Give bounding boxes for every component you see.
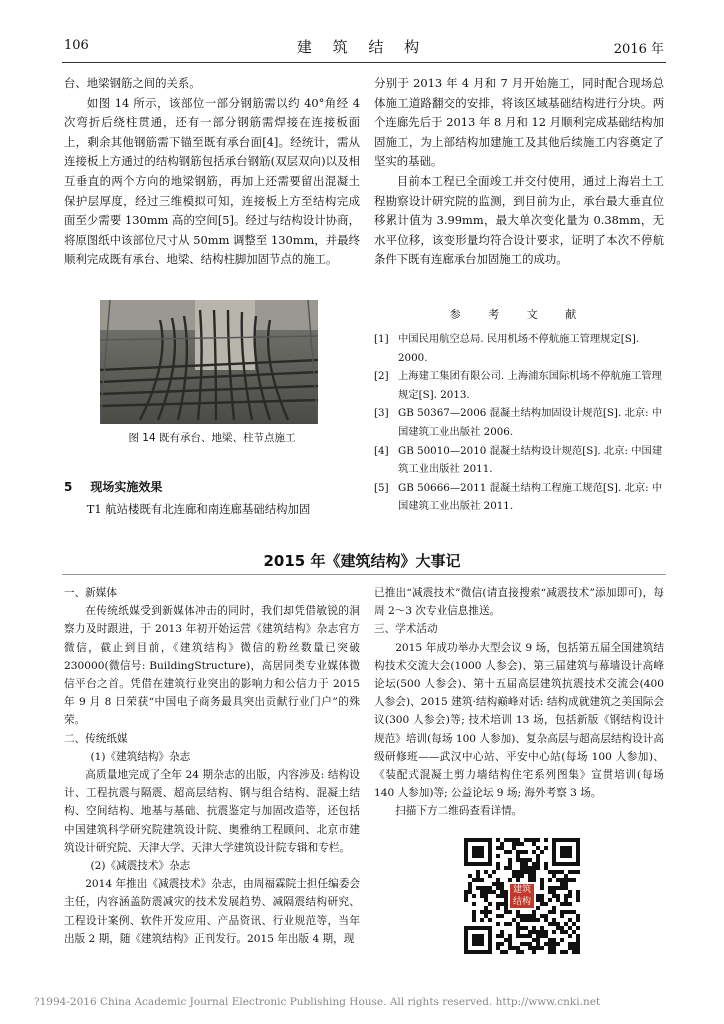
events-title: 2015 年《建筑结构》大事记 [263, 552, 461, 570]
references-title: 参 考 文 献 [449, 308, 589, 321]
left-column-bottom [64, 500, 360, 520]
paragraph: 台、地梁钢筋之间的关系。 [64, 76, 201, 90]
reference-item [374, 330, 664, 367]
paragraph: 如图 14 所示，该部位一部分钢筋需以约 40°角经 4 次弯折后绕柱贯通，还有一部分钢筋需焊接在连接板面上，剩余其他钢筋需下锚至既有承台面[4]。经统计，需从连接板上方通过的结构钢筋包括承台钢筋(双层双向)以及相互垂直的两个方向的地梁钢筋，再加上还需要留出混凝土保护层厚度，经过三维模拟可知，连接板上方至结构完成面至少需要 130mm 高的空间[5]。经过与结构设计协商，将原图纸中该部位尺寸从 50mm 调整至 130mm，并最终顺利完成既有承台、地梁、结构柱脚加固节点的施工。 [64, 95, 360, 267]
paragraph: 二、传统纸媒 [64, 732, 128, 745]
reference-item [374, 479, 664, 516]
events-rule [62, 574, 666, 575]
issue-year: 2016 年 [613, 42, 664, 57]
paragraph: 2015 年成功举办大型会议 9 场，包括第五届全国建筑结构技术交流大会(1000 人参会)、第三届建筑与幕墙设计高峰论坛(500 人参会)、第十五届高层建筑抗震技术交流会(400 人参会)、2015 建筑·结构巅峰对话: 结构成就建筑之美国际会议(300 人参会)等; 技术培训 13 场，包括新版《钢结构设计规范》培训(每场 100 人参加)、复杂高层与超高层结构设计高级研修班——武汉中心站、平安中心站(每场 100 人参加)、《装配式混凝土剪力墙结构住宅系列图集》宣贯培训(每场 140 人参加)等; 公益论坛 9 场; 海外考察 3 场。 [374, 641, 664, 800]
paragraph: 三、学术活动 [374, 623, 438, 636]
left-column-top [64, 74, 360, 270]
page-number: 106 [64, 38, 89, 53]
copyright-footer: ?1994-2016 China Academic Journal Electronic Publishing House. All rights reserved. http://www.cnki.net [34, 996, 601, 1008]
right-column-top [374, 74, 664, 270]
reference-text: 中国民用航空总局. 民用机场不停航施工管理规定[S]. 2000. [398, 333, 640, 364]
reference-text: GB 50010—2010 混凝土结构设计规范[S]. 北京: 中国建筑工业出版社 2011. [398, 444, 663, 476]
qr-code[interactable] [464, 838, 580, 954]
paragraph: 2014 年推出《减震技术》杂志，由周福霖院士担任编委会主任，内容涵盖防震减灾的技术发展趋势、减隔震结构研究、工程设计案例、软件开发应用、产品资讯、行业规范等，当年出版 2 期，随《建筑结构》正刊发行。2015 年出版 4 期，现 [64, 878, 360, 945]
figure-caption: 图 14 既有承台、地梁、柱节点施工 [128, 432, 296, 444]
references-list [374, 330, 664, 516]
events-left-column [64, 584, 360, 948]
paragraph: 已推出“减震技术”微信(请直接搜索“减震技术”添加即可)，每周 2～3 次专业信息推送。 [374, 587, 664, 618]
reference-item [374, 367, 664, 404]
section-title: 现场实施效果 [90, 480, 163, 494]
reference-number: [5] [374, 481, 389, 494]
events-right-column [374, 584, 664, 821]
reference-number: [1] [374, 333, 389, 345]
paragraph: 在传统纸媒受到新媒体冲击的同时，我们却凭借敏锐的洞察力及时跟进，于 2013 年初开始运营《建筑结构》杂志官方微信，截止到目前，《建筑结构》微信的粉丝数量已突破 230000(微信号: BuildingStructure)，高居同类专业媒体微信平台之首。凭借在建筑行业突出的影响力和公信力于 2015 年 9 月 8 日荣获“中国电子商务最具突出贡献行业门户”的殊荣。 [64, 605, 360, 727]
reference-item [374, 442, 664, 479]
construction-photo [100, 300, 318, 424]
reference-text: GB 50666—2011 混凝土结构工程施工规范[S]. 北京: 中国建筑工业出版社 2011. [398, 481, 663, 513]
paragraph: 分别于 2013 年 4 月和 7 月开始施工，同时配合现场总体施工道路翻交的安排，将该区域基础结构进行分块。两个连廊先后于 2013 年 8 月和 12 月顺利完成基础结构加固施工，为上部结构加建施工及其他后续施工内容奠定了坚实的基础。 [374, 76, 664, 169]
reference-text: GB 50367—2006 混凝土结构加固设计规范[S]. 北京: 中国建筑工业出版社 2006. [398, 407, 663, 438]
qr-center-label: 建筑结构 [512, 885, 531, 907]
reference-number: [3] [374, 407, 389, 420]
paragraph: 一、新媒体 [64, 587, 117, 599]
reference-number: [4] [374, 444, 389, 457]
paragraph: (2)《减震技术》杂志 [90, 860, 191, 873]
reference-number: [2] [374, 370, 389, 383]
section-number: 5 [64, 480, 73, 494]
paragraph: 扫描下方二维码查看详情。 [395, 805, 523, 818]
reference-text: 上海建工集团有限公司. 上海浦东国际机场不停航施工管理规定[S]. 2013. [398, 370, 662, 401]
reference-item [374, 404, 664, 441]
paragraph: (1)《建筑结构》杂志 [90, 750, 191, 763]
paragraph: T1 航站楼既有北连廊和南连廊基础结构加固 [86, 502, 311, 516]
section-heading [64, 478, 180, 495]
paragraph: 高质量地完成了全年 24 期杂志的出版，内容涉及: 结构设计、工程抗震与隔震、超高层结构、钢与组合结构、混凝土结构、空间结构、地基与基础、抗震鉴定与加固改造等，还包括中国建筑科学研究院建筑设计院、奥雅纳工程顾问、北京市建筑设计研究院、天津大学、天津大学建筑设计院专辑和专栏。 [64, 769, 360, 854]
paragraph: 目前本工程已全面竣工并交付使用，通过上海岩土工程勘察设计研究院的监测，到目前为止，承台最大垂直位移累计值为 3.99mm，最大单次变化量为 0.38mm，无水平位移，该变形量均符合设计要求，证明了本次不停航条件下既有连廊承台加固施工的成功。 [374, 173, 664, 267]
header-rule [62, 62, 666, 63]
journal-title: 建 筑 结 构 [296, 38, 428, 56]
